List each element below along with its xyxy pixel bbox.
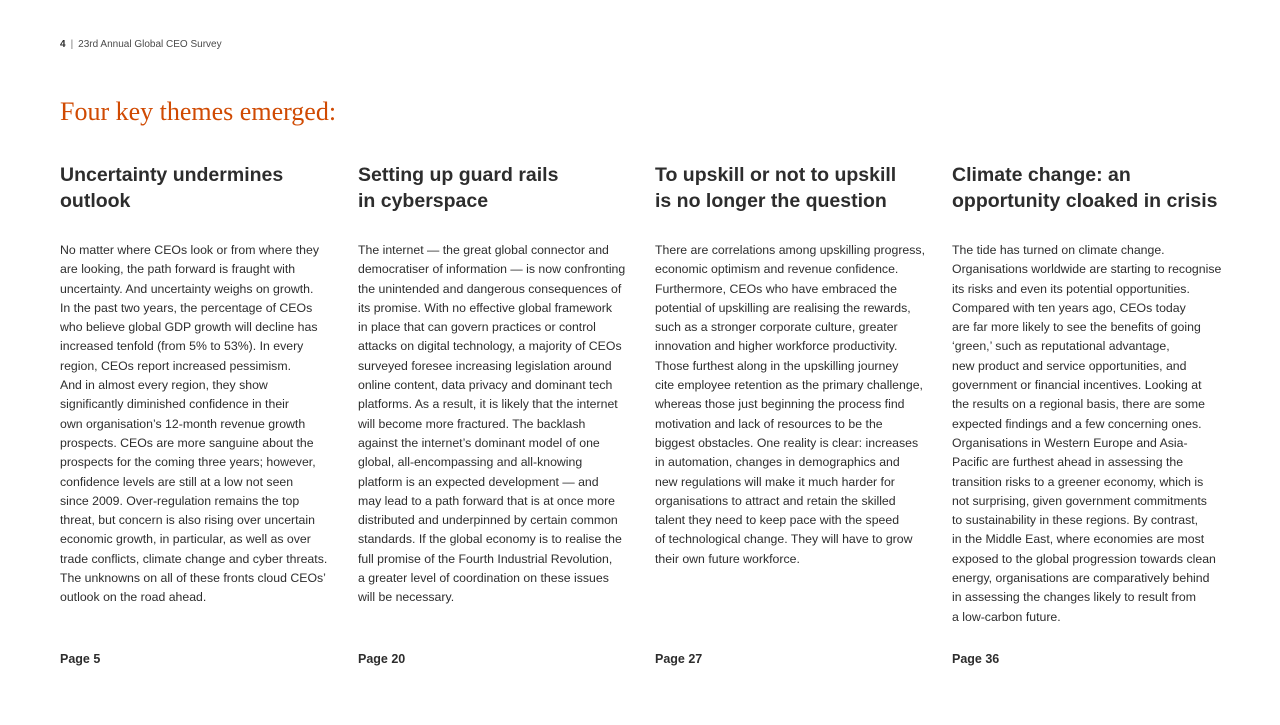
body-line: trade conflicts, climate change and cyber threats.: [60, 551, 328, 566]
body-line: significantly diminished confidence in their: [60, 397, 289, 412]
body-line: potential of upskilling are realising the rewards,: [655, 300, 911, 315]
body-line: in the Middle East, where economies are most: [952, 532, 1205, 547]
body-line: standards. If the global economy is to realise the: [358, 532, 622, 547]
body-line: energy, organisations are comparatively behind: [952, 571, 1210, 586]
theme-body: [952, 241, 1221, 627]
body-line: its risks and even its potential opportunities.: [952, 281, 1190, 296]
body-line: Compared with ten years ago, CEOs today: [952, 300, 1186, 315]
body-line: ‘green,’ such as reputational advantage,: [952, 339, 1170, 354]
body-line: platforms. As a result, it is likely that the internet: [358, 397, 618, 412]
body-line: against the internet’s dominant model of one: [358, 435, 600, 450]
theme-heading-line: is no longer the question: [655, 190, 887, 212]
body-line: surveyed foresee increasing legislation around: [358, 358, 612, 373]
body-line: The internet — the great global connector and: [358, 243, 609, 257]
body-line: platform is an expected development — and: [358, 474, 599, 489]
page-reference-link[interactable]: Page 27: [655, 652, 703, 666]
body-line: talent they need to keep pace with the speed: [655, 513, 900, 528]
body-line: in place that can govern practices or control: [358, 320, 596, 335]
theme-column-climate: [952, 162, 1227, 624]
body-line: The unknowns on all of these fronts cloud CEOs’: [60, 571, 326, 586]
theme-heading: [655, 162, 927, 214]
body-line: region, CEOs report increased pessimism.: [60, 358, 291, 373]
theme-heading-line: Climate change: an: [952, 164, 1131, 186]
body-line: distributed and underpinned by certain common: [358, 513, 618, 528]
body-line: threat, but concern is also rising over uncertain: [60, 513, 315, 528]
header-separator: |: [70, 39, 74, 50]
body-line: its promise. With no effective global framework: [358, 300, 613, 315]
body-line: since 2009. Over-regulation remains the top: [60, 493, 300, 508]
theme-column-uncertainty: [60, 162, 332, 605]
body-line: The tide has turned on climate change.: [952, 243, 1165, 257]
body-line: new regulations will make it much harder for: [655, 474, 895, 489]
body-line: full promise of the Fourth Industrial Revolution,: [358, 551, 613, 566]
body-line: prospects. CEOs are more sanguine about the: [60, 435, 314, 450]
body-line: In the past two years, the percentage of CEOs: [60, 300, 313, 315]
body-line: not surprising, given government commitments: [952, 493, 1207, 508]
body-line: economic growth, in particular, as well as over: [60, 532, 311, 547]
body-line: of technological change. They will have to grow: [655, 532, 913, 547]
page-reference-link[interactable]: Page 20: [358, 652, 406, 666]
body-line: No matter where CEOs look or from where they: [60, 243, 320, 257]
theme-heading-line: Uncertainty undermines: [60, 164, 284, 186]
body-line: motivation and lack of resources to be the: [655, 416, 883, 431]
theme-body: [655, 241, 925, 569]
theme-column-cyberspace: [358, 162, 630, 605]
body-line: a greater level of coordination on these issues: [358, 571, 609, 586]
theme-body: [60, 241, 327, 608]
body-line: prospects for the coming three years; however,: [60, 455, 316, 470]
page-reference-link[interactable]: Page 36: [952, 652, 1000, 666]
theme-body: [358, 241, 625, 608]
body-line: their own future workforce.: [655, 551, 800, 566]
body-line: will become more fractured. The backlash: [358, 416, 586, 431]
body-line: a low-carbon future.: [952, 609, 1061, 624]
body-line: in assessing the changes likely to result from: [952, 590, 1197, 605]
body-line: transition risks to a greener economy, which is: [952, 474, 1204, 489]
body-line: own organisation’s 12-month revenue growth: [60, 416, 306, 431]
theme-heading-line: in cyberspace: [358, 190, 489, 212]
page-title: Four key themes emerged:: [60, 97, 337, 126]
body-line: Organisations in Western Europe and Asia-: [952, 435, 1188, 450]
body-line: biggest obstacles. One reality is clear: increases: [655, 435, 919, 450]
body-line: cite employee retention as the primary challenge,: [655, 378, 923, 393]
body-line: global, all-encompassing and all-knowing: [358, 455, 583, 470]
body-line: are looking, the path forward is fraught with: [60, 262, 296, 277]
body-line: whereas those just beginning the process find: [655, 397, 905, 412]
body-line: the unintended and dangerous consequences of: [358, 281, 622, 296]
body-line: new product and service opportunities, and: [952, 358, 1187, 373]
body-line: outlook on the road ahead.: [60, 590, 207, 605]
body-line: organisations to attract and retain the skilled: [655, 493, 896, 508]
theme-heading-line: To upskill or not to upskill: [655, 164, 897, 186]
body-line: expected findings and a few concerning ones.: [952, 416, 1202, 431]
body-line: exposed to the global progression towards clean: [952, 551, 1216, 566]
body-line: who believe global GDP growth will decline has: [60, 320, 318, 335]
theme-column-upskill: [655, 162, 927, 566]
theme-heading: [358, 162, 630, 214]
body-line: uncertainty. And uncertainty weighs on growth.: [60, 281, 314, 296]
body-line: such as a stronger corporate culture, greater: [655, 320, 898, 335]
theme-heading: [60, 162, 332, 214]
body-line: may lead to a path forward that is at once more: [358, 493, 616, 508]
body-line: government or financial incentives. Looking at: [952, 378, 1202, 393]
body-line: democratiser of information — is now confronting: [358, 262, 626, 277]
body-line: Furthermore, CEOs who have embraced the: [655, 281, 897, 296]
body-line: the results on a regional basis, there are some: [952, 397, 1205, 412]
body-line: attacks on digital technology, a majority of CEOs: [358, 339, 622, 354]
body-line: are far more likely to see the benefits of going: [952, 320, 1201, 335]
body-line: online content, data privacy and dominant tech: [358, 378, 613, 393]
body-line: And in almost every region, they show: [60, 378, 268, 393]
body-line: confidence levels are still at a low not seen: [60, 474, 294, 489]
theme-heading-line: opportunity cloaked in crisis: [952, 190, 1218, 212]
body-line: Pacific are furthest ahead in assessing the: [952, 455, 1184, 470]
body-line: Those furthest along in the upskilling journey: [655, 358, 899, 373]
body-line: in automation, changes in demographics and: [655, 455, 900, 470]
running-header: [60, 39, 222, 50]
body-line: There are correlations among upskilling progress,: [655, 243, 925, 257]
page-reference-link[interactable]: Page 5: [60, 652, 101, 666]
body-line: to sustainability in these regions. By contrast,: [952, 513, 1199, 528]
publication-title: 23rd Annual Global CEO Survey: [78, 39, 222, 50]
body-line: increased tenfold (from 5% to 53%). In every: [60, 339, 304, 354]
theme-heading-line: Setting up guard rails: [358, 164, 559, 186]
body-line: Organisations worldwide are starting to recognise: [952, 262, 1222, 277]
theme-heading: [952, 162, 1227, 214]
body-line: economic optimism and revenue confidence.: [655, 262, 899, 277]
page-number: 4: [60, 39, 66, 50]
theme-heading-line: outlook: [60, 190, 131, 212]
body-line: innovation and higher workforce productivity.: [655, 339, 898, 354]
body-line: will be necessary.: [358, 590, 455, 605]
